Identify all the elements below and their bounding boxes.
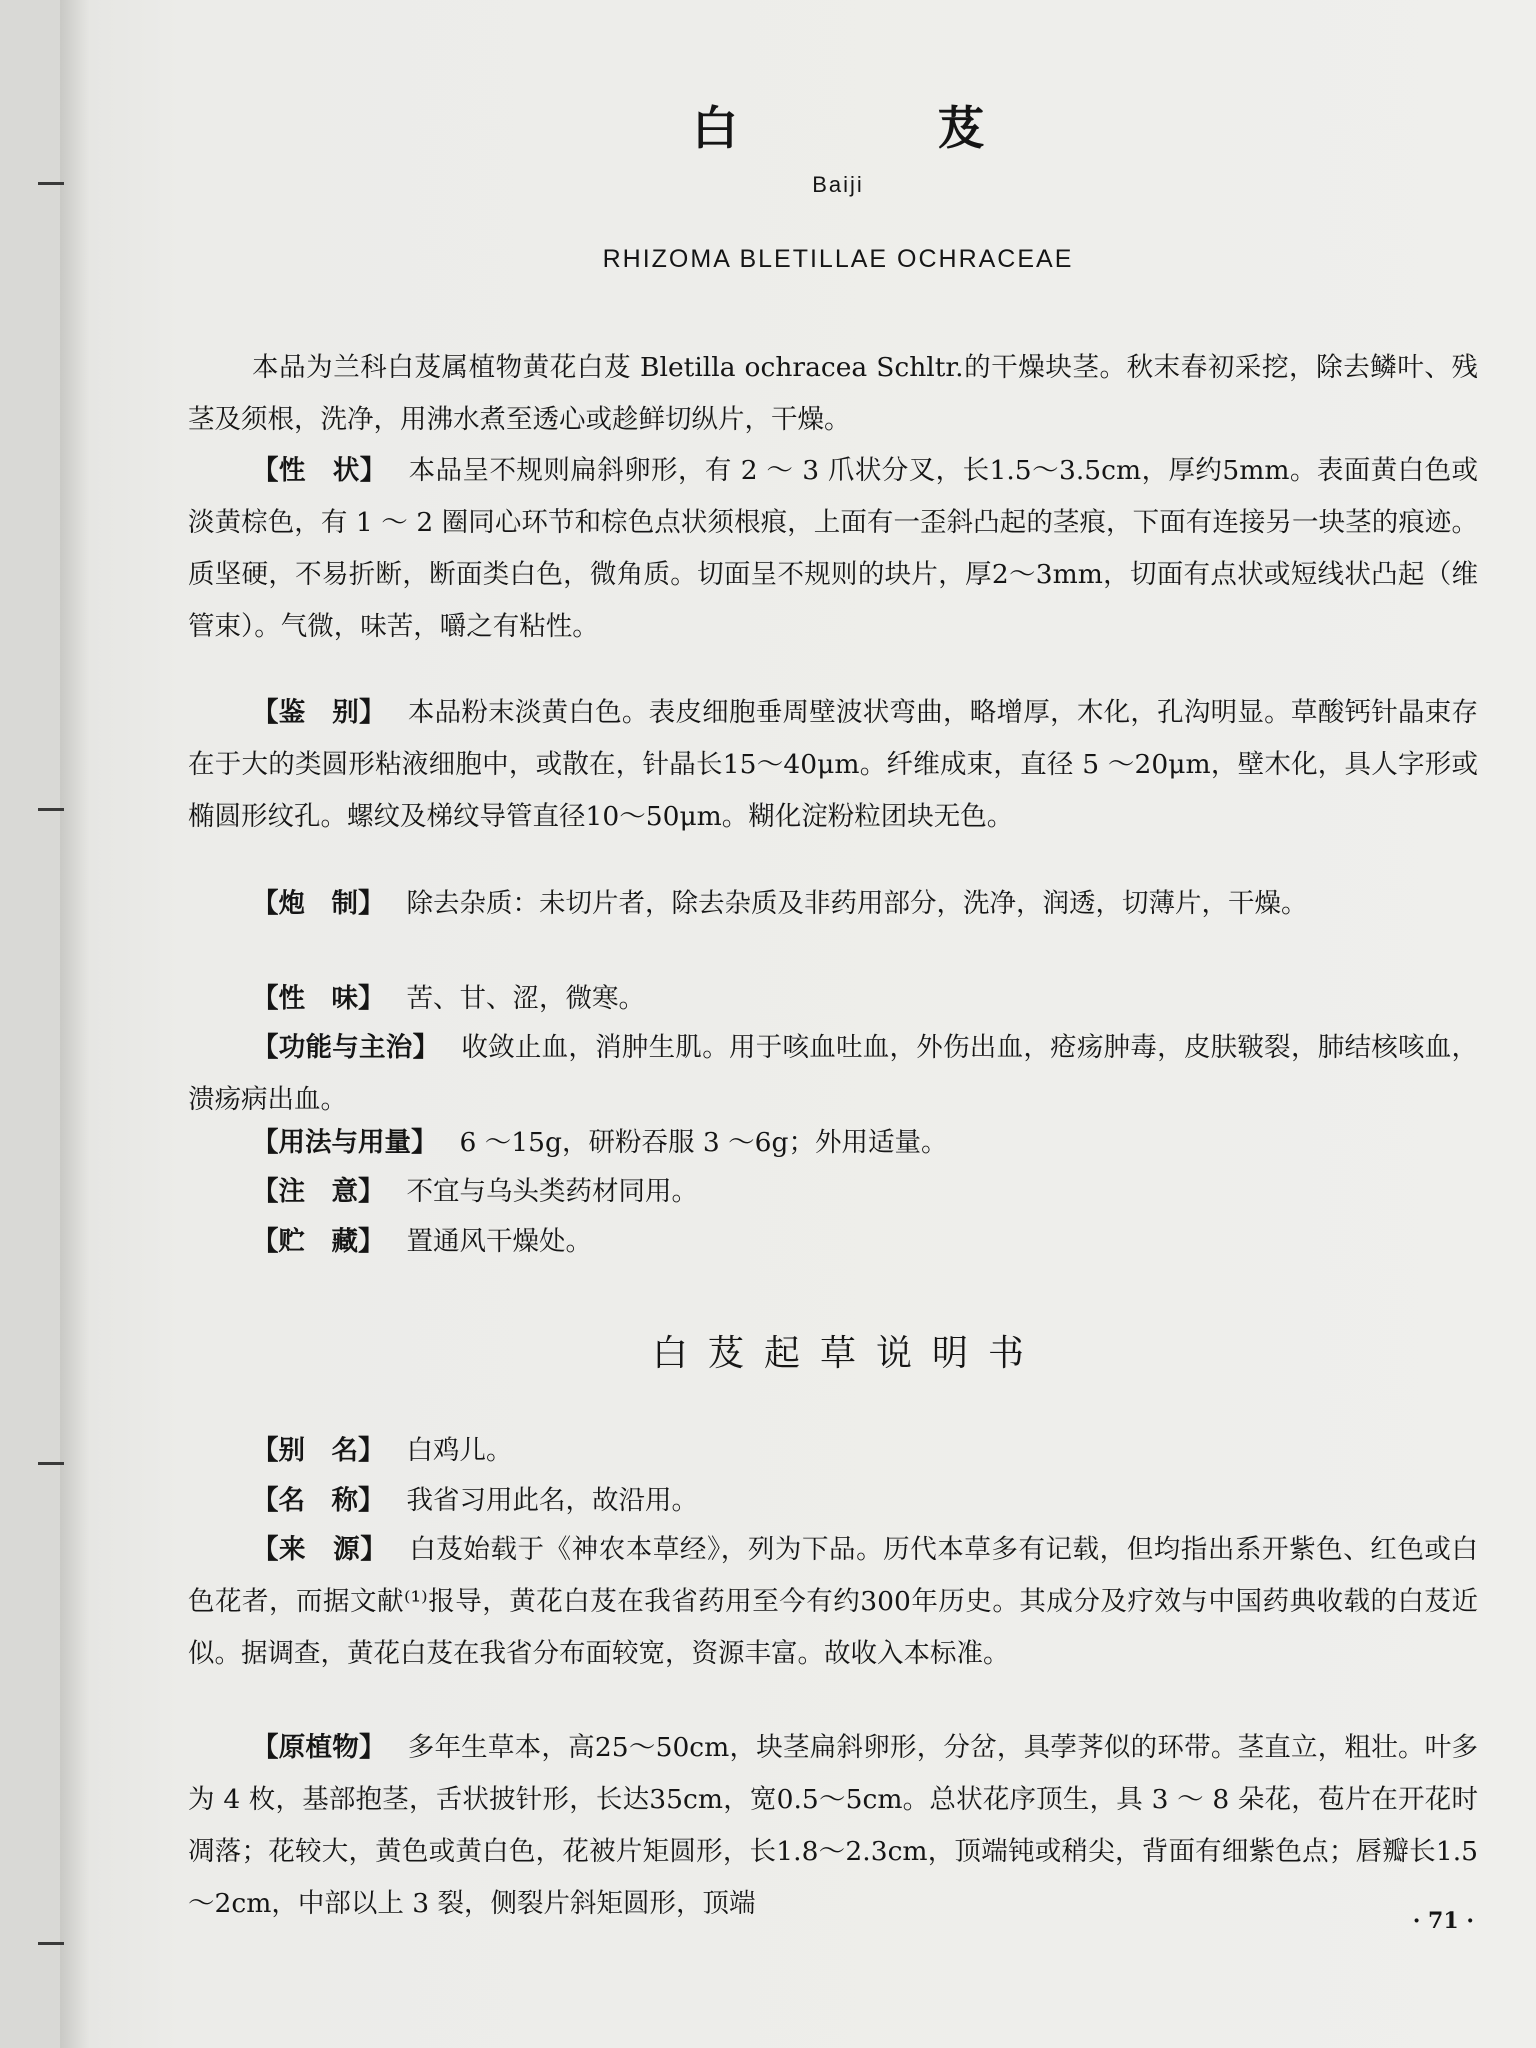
- section-text: 白芨始载于《神农本草经》，列为下品。历代本草多有记载，但均指出系开紫色、红色或白色花者，而据文献⁽¹⁾报导，黄花白芨在我省药用至今有约300年历史。其成分及疗效与中国药典收载的白芨近似。据调查，黄花白芨在我省分布面较宽，资源丰富。故收入本标准。: [188, 1534, 1478, 1669]
- section-alias: [188, 1425, 1478, 1477]
- section-precautions: [188, 1166, 1478, 1218]
- section-label: 【来 源】: [252, 1534, 388, 1565]
- section-label: 【功能与主治】: [252, 1032, 440, 1063]
- section-label: 【别 名】: [252, 1435, 385, 1466]
- section-name: [188, 1475, 1478, 1527]
- section-label: 【性 状】: [252, 455, 387, 486]
- section-text: 本品呈不规则扁斜卵形，有 2 ～ 3 爪状分叉，长1.5～3.5cm，厚约5mm。表面黄白色或淡黄棕色，有 1 ～ 2 圈同心环节和棕色点状须根痕，上面有一歪斜凸起的茎痕，下面有连接另一块茎的痕迹。质坚硬，不易折断，断面类白色，微角质。切面呈不规则的块片，厚2～3mm，切面有点状或短线状凸起（维管束）。气微，味苦，嚼之有粘性。: [188, 455, 1479, 642]
- section-text: 除去杂质：未切片者，除去杂质及非药用部分，洗净，润透，切薄片，干燥。: [406, 888, 1308, 919]
- section-processing: [188, 878, 1478, 930]
- latin-name: RHIZOMA BLETILLAE OCHRACEAE: [602, 245, 1074, 273]
- section-label: 【性 味】: [252, 983, 385, 1014]
- section-text: 不宜与乌头类药材同用。: [406, 1176, 698, 1207]
- section-text: 6 ～15g，研粉吞服 3 ～6g；外用适量。: [459, 1127, 948, 1158]
- section-original-plant: [188, 1722, 1478, 1930]
- binding-mark: [38, 182, 64, 185]
- section-dosage: [188, 1117, 1478, 1169]
- binding-mark: [38, 1462, 64, 1465]
- section-label: 【用法与用量】: [252, 1127, 438, 1158]
- section-text: 我省习用此名，故沿用。: [406, 1485, 698, 1516]
- drafting-notes-title: 白芨起草说明书: [651, 1333, 1044, 1374]
- section-text: 苦、甘、涩，微寒。: [406, 983, 645, 1014]
- section-source: [188, 1524, 1478, 1680]
- section-text: 本品粉末淡黄白色。表皮细胞垂周壁波状弯曲，略增厚，木化，孔沟明显。草酸钙针晶束存在于大的类圆形粘液细胞中，或散在，针晶长15～40μm。纤维成束，直径 5 ～20μm，壁木化，具人字形或椭圆形纹孔。螺纹及梯纹导管直径10～50μm。糊化淀粉粒团块无色。: [188, 697, 1479, 832]
- binding-mark: [38, 808, 64, 811]
- section-label: 【鉴 别】: [252, 697, 386, 728]
- section-label: 【名 称】: [252, 1485, 385, 1516]
- section-label: 【原植物】: [252, 1732, 386, 1763]
- pinyin-name: Baiji: [812, 172, 864, 197]
- section-text: 置通风干燥处。: [406, 1226, 592, 1257]
- section-functions: [188, 1022, 1478, 1126]
- section-label: 【贮 藏】: [252, 1226, 385, 1257]
- section-text: 白鸡儿。: [406, 1435, 513, 1466]
- section-text: 多年生草本，高25～50cm，块茎扁斜卵形，分岔，具荸荠似的环带。茎直立，粗壮。叶多为 4 枚，基部抱茎，舌状披针形，长达35cm，宽0.5～5cm。总状花序顶生，具 3 ～ 8 朵花，苞片在开花时凋落；花较大，黄色或黄白色，花被片矩圆形，长1.8～2.3cm，顶端钝或稍尖，背面有细紫色点；唇瓣长1.5～2cm，中部以上 3 裂，侧裂片斜矩圆形，顶端: [188, 1732, 1478, 1919]
- section-identification: [188, 687, 1478, 843]
- page-number: · 71 ·: [1412, 1908, 1474, 1934]
- section-characteristics: [188, 445, 1478, 653]
- section-label: 【注 意】: [252, 1176, 385, 1207]
- binding-mark: [38, 1942, 64, 1945]
- section-property-flavor: [188, 973, 1478, 1025]
- section-text: 收敛止血，消肿生肌。用于咳血吐血，外伤出血，疮疡肿毒，皮肤皲裂，肺结核咳血，溃疡病出血。: [188, 1032, 1479, 1115]
- section-label: 【炮 制】: [252, 888, 385, 919]
- section-storage: [188, 1216, 1478, 1268]
- monograph-title: 白 芨: [691, 101, 1076, 155]
- intro-paragraph: 本品为兰科白芨属植物黄花白芨 Bletilla ochracea Schltr.的干燥块茎。秋末春初采挖，除去鳞叶、残茎及须根，洗净，用沸水煮至透心或趁鲜切纵片，干燥。: [188, 352, 1478, 435]
